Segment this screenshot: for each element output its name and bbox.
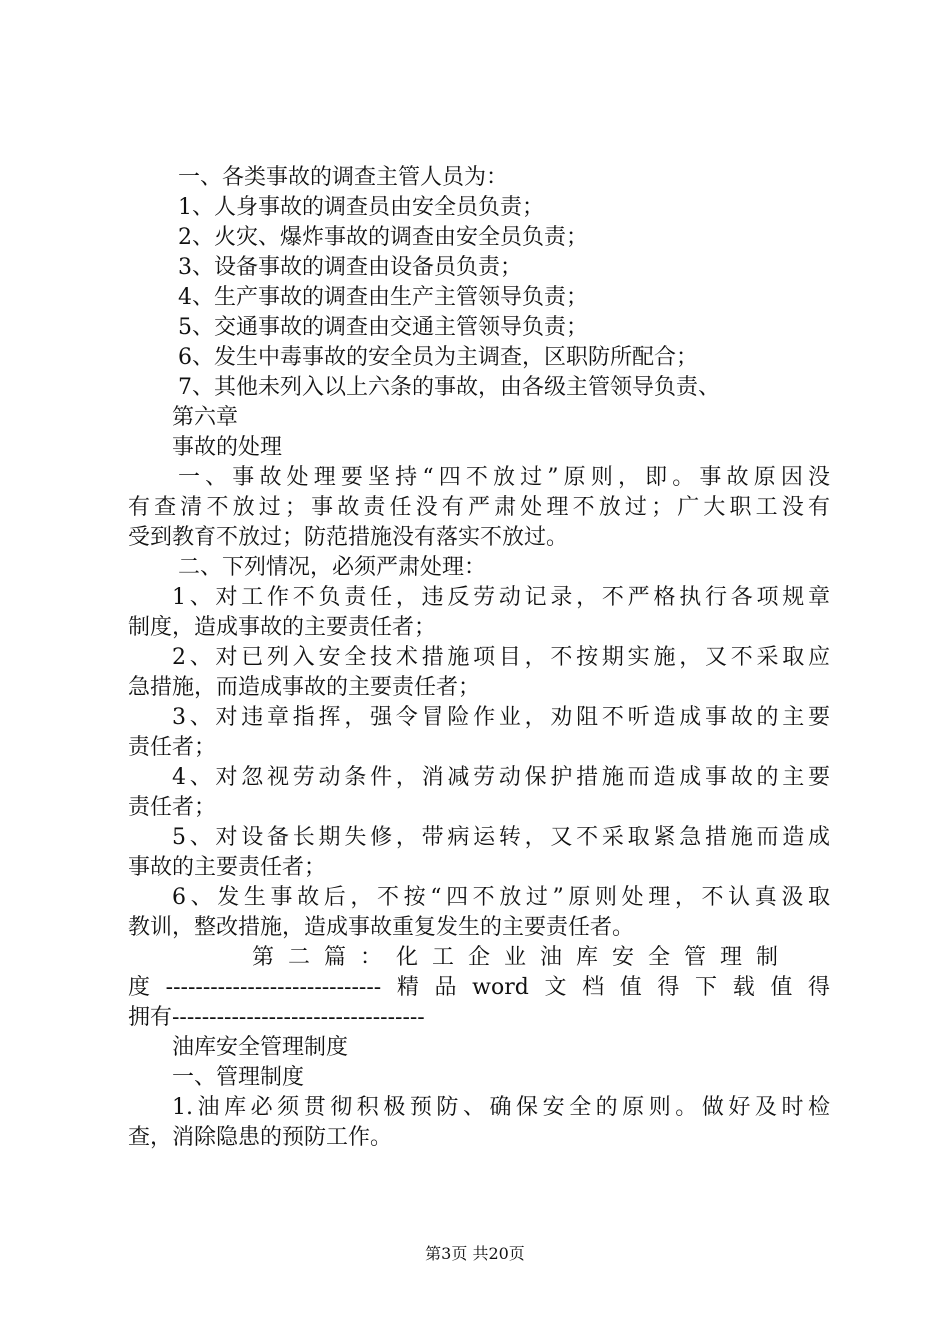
text-line: 5、交通事故的调查由交通主管领导负责； xyxy=(178,315,588,340)
text-line: 二、下列情况，必须严肃处理： xyxy=(178,555,487,580)
text-line: 4、生产事故的调查由生产主管领导负责； xyxy=(178,285,588,310)
text-line: 1、对工作不负责任，违反劳动记录，不严格执行各项规章 xyxy=(172,585,830,610)
text-line: 有查清不放过；事故责任没有严肃处理不放过；广大职工没有 xyxy=(128,495,830,520)
text-line: 责任者； xyxy=(128,795,217,820)
text-line: 事故的主要责任者； xyxy=(128,855,327,880)
text-line: 1、人身事故的调查员由安全员负责； xyxy=(178,195,544,220)
text-line: 度-----------------------------精品word文档值得下载值得 xyxy=(128,975,830,1000)
text-line: 责任者； xyxy=(128,735,217,760)
text-line: 3、对违章指挥，强令冒险作业，劝阻不听造成事故的主要 xyxy=(172,705,830,730)
text-line: 一、各类事故的调查主管人员为： xyxy=(178,165,509,190)
text-line: 查，消除隐患的预防工作。 xyxy=(128,1125,393,1150)
text-line: 一、事故处理要坚持“四不放过”原则，即。事故原因没 xyxy=(178,465,830,490)
text-line: 拥有---------------------------------- xyxy=(128,1005,425,1030)
text-line: 6、发生事故后，不按“四不放过”原则处理，不认真汲取 xyxy=(172,885,830,910)
text-line: 一、管理制度 xyxy=(172,1065,305,1090)
chapter-heading: 第六章 xyxy=(172,405,239,430)
text-line: 7、其他未列入以上六条的事故，由各级主管领导负责、 xyxy=(178,375,720,400)
text-line: 2、火灾、爆炸事故的调查由安全员负责； xyxy=(178,225,588,250)
text-line: 受到教育不放过；防范措施没有落实不放过。 xyxy=(128,525,569,550)
subsection-title: 油库安全管理制度 xyxy=(172,1035,349,1060)
text-line: 3、设备事故的调查由设备员负责； xyxy=(178,255,522,280)
page-number-footer: 第3页 共20页 xyxy=(425,1244,525,1263)
text-line: 4、对忽视劳动条件，消减劳动保护措施而造成事故的主要 xyxy=(172,765,830,790)
text-line: 制度，造成事故的主要责任者； xyxy=(128,615,437,640)
document-body xyxy=(128,163,830,1153)
text-line: 2、对已列入安全技术措施项目，不按期实施，又不采取应 xyxy=(172,645,830,670)
text-line: 6、发生中毒事故的安全员为主调查，区职防所配合； xyxy=(178,345,698,370)
text-line: 5、对设备长期失修，带病运转，又不采取紧急措施而造成 xyxy=(172,825,830,850)
text-line: 教训，整改措施，造成事故重复发生的主要责任者。 xyxy=(128,915,635,940)
text-line: 急措施，而造成事故的主要责任者； xyxy=(128,675,481,700)
text-line: 1.油库必须贯彻积极预防、确保安全的原则。做好及时检 xyxy=(172,1095,830,1120)
chapter-title: 事故的处理 xyxy=(172,435,283,460)
section-title: 第二篇：化工企业油库安全管理制 xyxy=(252,945,793,970)
